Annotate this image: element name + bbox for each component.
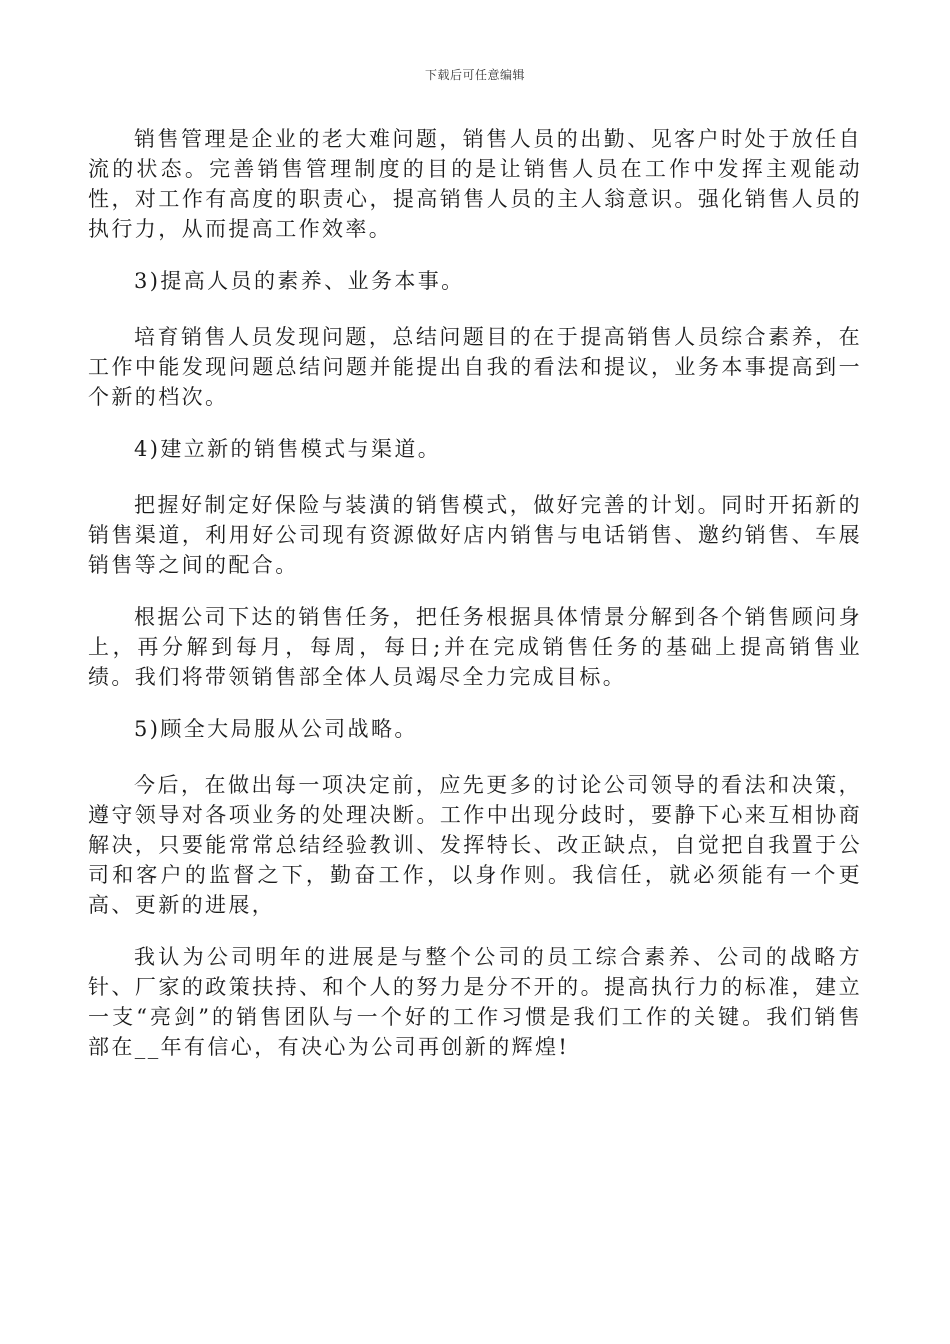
section-heading-3: 3)提高人员的素养、业务本事。: [134, 269, 465, 293]
paragraph-sales-tasks: 根据公司下达的销售任务，把任务根据具体情景分解到各个销售顾问身上，再分解到每月，每周，每日;并在完成销售任务的基础上提高销售业绩。我们将带领销售部全体人员竭尽全力完成目标。: [88, 605, 862, 689]
document-body: [88, 124, 862, 1084]
section-heading-5: 5)顾全大局服从公司战略。: [134, 717, 418, 741]
paragraph-future-decisions: 今后，在做出每一项决定前，应先更多的讨论公司领导的看法和决策，遵守领导对各项业务的处理决断。工作中出现分歧时，要静下心来互相协商解决，只要能常常总结经验教训、发挥特长、改正缺点，自觉把自我置于公司和客户的监督之下，勤奋工作，以身作则。我信任，就必须能有一个更高、更新的进展，: [88, 773, 862, 917]
paragraph-conclusion: 我认为公司明年的进展是与整个公司的员工综合素养、公司的战略方针、厂家的政策扶持、和个人的努力是分不开的。提高执行力的标准，建立一支“亮剑”的销售团队与一个好的工作习惯是我们工作的关键。我们销售部在__年有信心，有决心为公司再创新的辉煌!: [88, 945, 862, 1059]
page-header-note: 下载后可任意编辑: [424, 68, 525, 82]
section-heading-4: 4)建立新的销售模式与渠道。: [134, 437, 442, 461]
paragraph-training: 培育销售人员发现问题，总结问题目的在于提高销售人员综合素养，在工作中能发现问题总结问题并能提出自我的看法和提议，业务本事提高到一个新的档次。: [88, 325, 862, 409]
paragraph-sales-model: 把握好制定好保险与装潢的销售模式，做好完善的计划。同时开拓新的销售渠道，利用好公司现有资源做好店内销售与电话销售、邀约销售、车展销售等之间的配合。: [88, 493, 862, 577]
paragraph-sales-management: 销售管理是企业的老大难问题，销售人员的出勤、见客户时处于放任自流的状态。完善销售管理制度的目的是让销售人员在工作中发挥主观能动性，对工作有高度的职责心，提高销售人员的主人翁意识。强化销售人员的执行力，从而提高工作效率。: [88, 127, 862, 241]
